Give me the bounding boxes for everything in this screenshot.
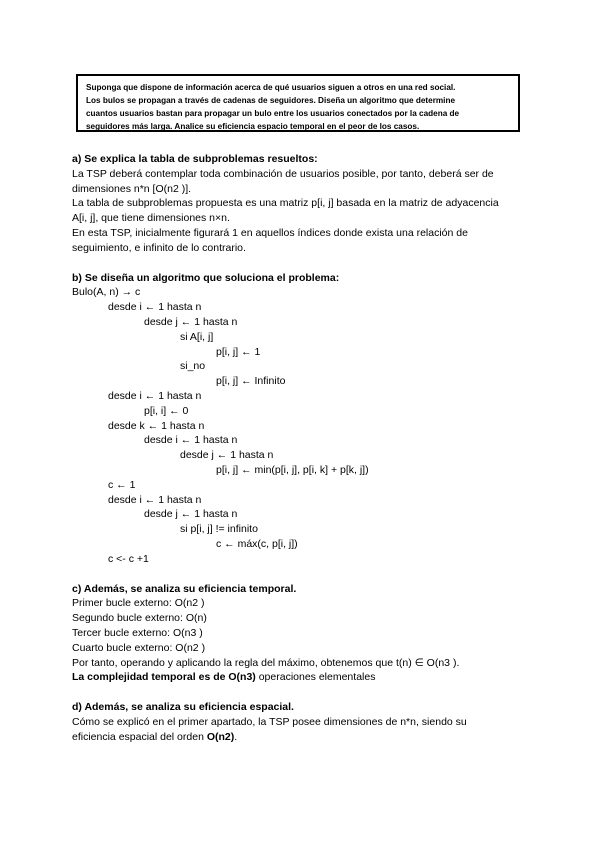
code-line: si_no — [180, 360, 206, 373]
code-line: desde j ← 1 hasta n — [180, 449, 274, 462]
section-a-line: A[i, j], que tiene dimensiones n×n. — [72, 212, 230, 225]
code-line: p[i, i] ← 0 — [144, 404, 189, 417]
code-line: c <- c +1 — [108, 552, 149, 565]
problem-line: seguidores más larga. Analice su eficiencia espacio temporal en el peor de los casos. — [86, 122, 420, 131]
code-line: desde i ← 1 hasta n — [108, 389, 202, 402]
problem-line: Suponga que dispone de información acerca de qué usuarios siguen a otros en una red social. — [86, 83, 456, 92]
section-c-line: Segundo bucle externo: O(n) — [72, 612, 207, 625]
section-b-heading: b) Se diseña un algoritmo que soluciona el problema: — [72, 271, 340, 284]
document-body — [72, 152, 542, 744]
code-line: p[i, j] ← 1 — [216, 345, 261, 358]
section-c-line: Primer bucle externo: O(n2 ) — [72, 597, 205, 610]
code-line: c ← 1 — [108, 478, 136, 491]
section-a-line: seguimiento, e infinito de lo contrario. — [72, 241, 246, 254]
section-d-heading: d) Además, se analiza su eficiencia espacial. — [72, 701, 294, 714]
section-a-line: La tabla de subproblemas propuesta es una matriz p[i, j] basada en la matriz de adyacencia — [72, 197, 499, 210]
problem-statement-box — [76, 74, 520, 132]
section-c-line: Tercer bucle externo: O(n3 ) — [72, 626, 203, 639]
problem-line: Los bulos se propagan a través de cadenas de seguidores. Diseña un algoritmo que determine — [86, 96, 455, 105]
section-d-line — [72, 730, 542, 745]
conclusion-rest: operaciones elementales — [255, 671, 376, 684]
section-a-line: dimensiones n*n [O(n2 )]. — [72, 182, 192, 195]
code-line: p[i, j] ← Infinito — [216, 375, 286, 388]
section-c-conclusion — [72, 670, 542, 685]
code-line: desde j ← 1 hasta n — [144, 508, 238, 521]
section-d-bold: O(n2) — [206, 730, 235, 743]
section-d-text: eficiencia espacial del orden — [72, 730, 207, 743]
section-a-line: La TSP deberá contemplar toda combinación de usuarios posible, por tanto, deberá ser de — [72, 167, 494, 180]
section-d-line: Cómo se explicó en el primer apartado, la TSP posee dimensiones de n*n, siendo su — [72, 715, 467, 728]
problem-line: cuantos usuarios bastan para propagar un bulo entre los usuarios conectados por la cadena de — [86, 109, 460, 118]
section-c-line: Por tanto, operando y aplicando la regla del máximo, obtenemos que t(n) ∈ O(n3 ). — [72, 656, 460, 669]
code-line: desde j ← 1 hasta n — [144, 315, 238, 328]
section-c-heading: c) Además, se analiza su eficiencia temporal. — [72, 582, 297, 595]
code-line: c ← máx(c, p[i, j]) — [216, 537, 298, 550]
code-line: desde i ← 1 hasta n — [144, 434, 238, 447]
section-a-line: En esta TSP, inicialmente figurará 1 en aquellos índices donde exista una relación de — [72, 226, 468, 239]
section-a-heading: a) Se explica la tabla de subproblemas resueltos: — [72, 153, 318, 165]
code-line: si A[i, j] — [180, 330, 214, 343]
section-c-line: Cuarto bucle externo: O(n2 ) — [72, 641, 206, 654]
section-d-end: . — [234, 730, 238, 743]
code-line: desde k ← 1 hasta n — [108, 419, 205, 432]
code-line: Bulo(A, n) → c — [72, 286, 141, 299]
code-line: desde i ← 1 hasta n — [108, 493, 202, 506]
code-line: si p[i, j] != infinito — [180, 523, 258, 536]
code-line: desde i ← 1 hasta n — [108, 301, 202, 314]
code-line: p[i, j] ← min(p[i, j], p[i, k] + p[k, j]) — [216, 463, 369, 476]
conclusion-bold: La complejidad temporal es de O(n3) — [72, 671, 256, 684]
